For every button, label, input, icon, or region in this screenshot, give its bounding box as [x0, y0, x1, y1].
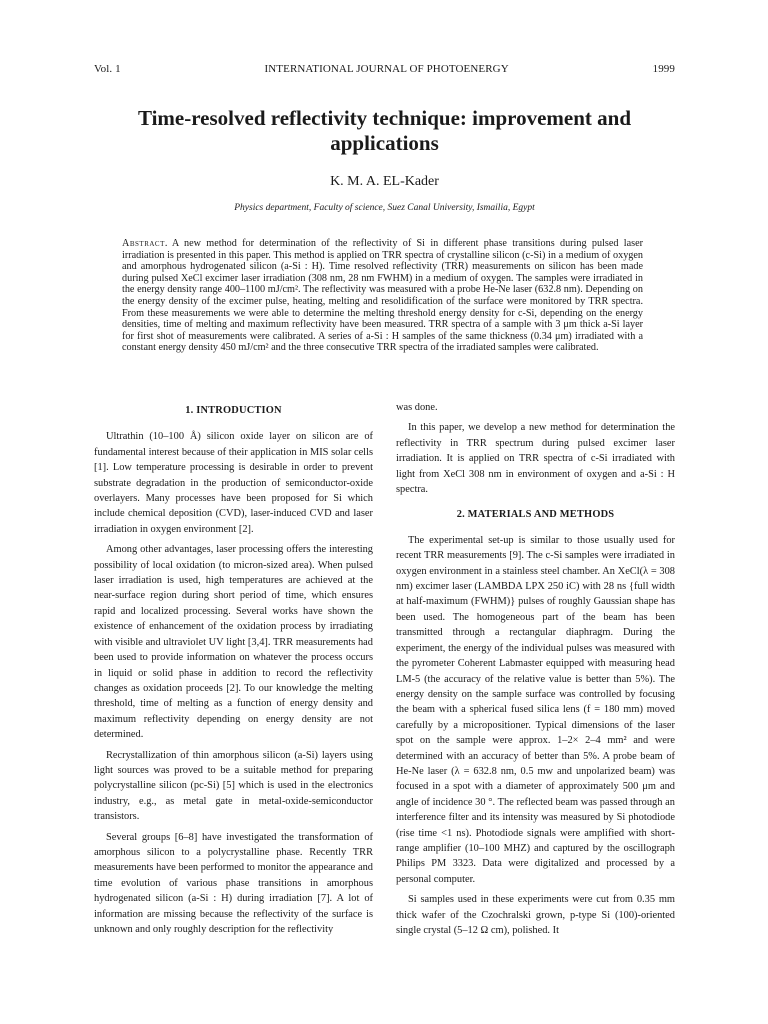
paragraph: Recrystallization of thin amorphous silicon (a-Si) layers using light sources was proved to be a suitable method for preparing polycrystalline silicon (pc-Si) [5] which is used in the electronics industry, e.g., as metal gate in metal-oxide-semiconductor transistors.	[94, 749, 373, 823]
right-column	[396, 400, 675, 943]
abstract	[122, 238, 643, 354]
journal-name: INTERNATIONAL JOURNAL OF PHOTOENERGY	[264, 63, 509, 75]
paragraph: In this paper, we develop a new method for determination the reflectivity in TRR spectrum during pulsed excimer laser irradiation. It is applied on TRR spectra of c-Si irradiated with light from XeCl 308 nm in environment of oxygen and a-Si : H spectra.	[396, 422, 675, 496]
paragraph: Si samples used in these experiments were cut from 0.35 mm thick wafer of the Czochralski grown, p-type Si (100)-oriented single crystal (5–12 Ω cm), polished. It	[396, 894, 675, 936]
paragraph-continuation: was done.	[396, 402, 438, 413]
abstract-label: Abstract.	[122, 238, 168, 249]
left-column	[94, 400, 373, 942]
year: 1999	[652, 63, 675, 75]
section-heading-introduction: 1. INTRODUCTION	[185, 405, 282, 416]
paper-title: Time-resolved reflectivity technique: improvement and applications	[137, 106, 632, 155]
running-head	[94, 63, 675, 75]
paragraph: Among other advantages, laser processing offers the interesting possibility of local oxidation (to micron-sized area). When pulsed laser irradiation is used, high temperatures are achieved at the near-surface region during short period of time, which ensures rapid and localized processing. Several works have shown the existence of enhancement of the oxidation process by irradiating with visible and ultraviolet UV light [3,4]. TRR measurements had been used to provide information on whatever the process occurs in liquid or solid phase in addition to record the reflectivity changes as oxidation proceeds [2]. To our knowledge the melting threshold, time of melting as a function of energy density and maximum reflectivity depending on energy density are not determined.	[94, 544, 373, 741]
paragraph: The experimental set-up is similar to those usually used for recent TRR measurements [9]. The c-Si samples were irradiated in oxygen environment in a stainless steel chamber. An XeCl(λ = 308 nm) excimer laser (LAMBDA LPX 250 iC) with 28 ns {full width at half-maximum (FWHM)} pulses of roughly Gaussian shape has been used. The homogeneous part of the beam has been transmitted through a rectangular diaphragm. During the experiment, the energy of the individual pulses was measured with the pyrometer Coherent Labmaster equipped with measuring head LM-5 (the accuracy of the relative value is better than 5%). The energy density on the sample surface was controlled by focusing the beam with a spherical fused silica lens (f = 180 mm) moved carefully by a micropositioner. Typical dimensions of the laser spot on the sample were approx. 1–2× 2–4 mm² and were determined with an accuracy of better than 5%. A probe beam of He-Ne laser (λ = 632.8 nm, 0.5 mw and unpolarized beam) was focused in a spot with a diameter of approximately 500 μm and angle of incidence 30 °. The reflected beam was passed through an interference filter and its intensity was measured by Si photodiode (rise time <1 ns). Photodiode signals were amplified with short-range amplifier (10–100 MHZ) and captured by the oscillograph Philips PM 3323. Data were digitalized and processed by a personal computer.	[396, 534, 675, 885]
paragraph: Several groups [6–8] have investigated the transformation of amorphous silicon to a polycrystalline phase. Recently TRR measurements have been performed to monitor the appearance and time evolution of various phase transitions in amorphous hydrogenated silicon (a-Si : H) during irradiation [7]. A lot of information are missing because the reflectivity of the surface is unknown and only roughly description for the reflectivity	[94, 831, 373, 935]
abstract-text: A new method for determination of the reflectivity of Si in different phase transitions during pulsed laser irradiation is presented in this paper. This method is applied on TRR spectra of crystalline silicon (c-Si) in a medium of oxygen and amorphous hydrogenated silicon (a-Si : H). Time resolved reflectivity (TRR) measurements on silicon has been made during pulsed XeCl excimer laser irradiation (308 nm, 28 nm FWHM) in a medium of oxygen. The samples were irradiated in the energy density range 400–1100 mJ/cm². The reflectivity was measured with a probe He-Ne laser (632.8 nm). Depending on the energy density of the excimer pulse, heating, melting and resolidification of the surface were monitored by TRR spectra. From these measurements we were able to determine the melting threshold energy density for c-Si, depending on the energy densities, time of melting and maximum reflectivity have been measured. TRR spectra of a sample with 3 μm thick a-Si layer for first shot of measurements were calibrated. A series of a-Si : H samples of the same thickness (0.34 μm) irradiated with a constant energy density 450 mJ/cm² and the three consecutive TRR spectra of the irradiated samples were calibrated.	[122, 238, 643, 354]
paragraph: Ultrathin (10–100 Å) silicon oxide layer on silicon are of fundamental interest because of their application in MIS solar cells [1]. Low temperature processing is desirable in order to prevent substrate degradation in the production of semiconductor-oxide overlayers. Many processes have been proposed for Si which include chemical deposition (CVD), laser-induced CVD and laser irradiation in oxygen environment [2].	[94, 431, 373, 535]
affiliation: Physics department, Faculty of science, Suez Canal University, Ismailia, Egypt	[234, 203, 535, 213]
section-heading-materials-methods: 2. MATERIALS AND METHODS	[456, 509, 615, 521]
volume-number: Vol. 1	[94, 63, 121, 75]
author: K. M. A. EL-Kader	[330, 174, 439, 189]
